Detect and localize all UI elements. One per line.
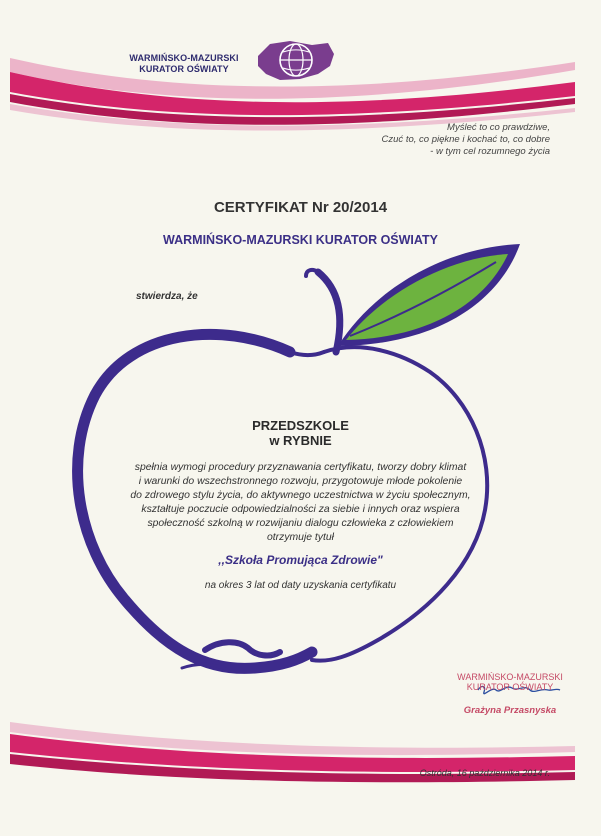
- award-title: ,,Szkoła Promująca Zdrowie": [218, 553, 383, 567]
- header-org-line1: WARMIŃSKO-MAZURSKI: [129, 53, 239, 63]
- institution-name: PRZEDSZKOLE: [252, 418, 349, 433]
- certificate-issuer: WARMIŃSKO-MAZURSKI KURATOR OŚWIATY: [163, 233, 438, 247]
- body-line: kształtuje poczucie odpowiedzialności za siebie i innych oraz wspiera: [141, 504, 460, 515]
- body-line: otrzymuje tytuł: [267, 532, 334, 543]
- body-line: i warunki do wszechstronnego rozwoju, przygotowuje młode pokolenie: [138, 476, 463, 487]
- header-org-line2: KURATOR OŚWIATY: [139, 64, 229, 74]
- certifies-text: stwierdza, że: [136, 291, 198, 302]
- validity-text: na okres 3 lat od daty uzyskania certyfikatu: [204, 580, 397, 591]
- stamp-line1: WARMIŃSKO-MAZURSKI: [457, 672, 563, 682]
- place-and-date: Ostróda, 16 października 2014 r.: [419, 768, 550, 778]
- body-line: do zdrowego stylu życia, do aktywnego uczestnictwa w życiu społecznym,: [130, 490, 471, 501]
- institution-location: w RYBNIE: [269, 433, 332, 448]
- leaf-icon: [338, 244, 520, 346]
- signatory-name: Grażyna Przasnyska: [463, 705, 557, 716]
- body-line: spełnia wymogi procedury przyznawania certyfikatu, tworzy dobry klimat: [134, 462, 467, 473]
- motto-line3: - w tym cel rozumnego życia: [430, 146, 550, 157]
- body-line: społeczność szkolną w rozwijaniu dialogu człowieka z człowiekiem: [147, 518, 454, 529]
- motto-line1: Myśleć to co prawdziwe,: [447, 122, 550, 133]
- stamp-line2: KURATOR OŚWIATY: [466, 682, 554, 692]
- certificate-title: CERTYFIKAT Nr 20/2014: [213, 199, 388, 216]
- motto-line2: Czuć to, co piękne i kochać to, co dobre: [381, 134, 550, 145]
- kurator-logo-icon: [258, 41, 334, 80]
